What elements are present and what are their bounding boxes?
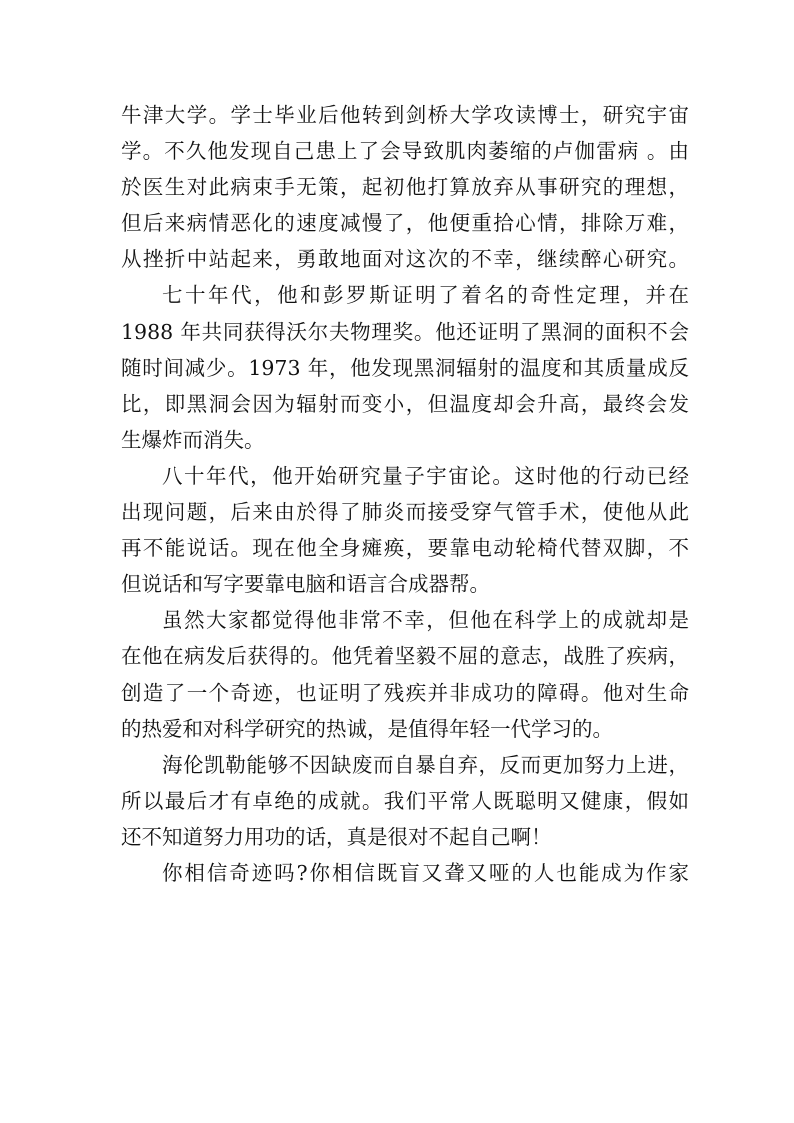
text-line: 的热爱和对科学研究的热诚，是值得年轻一代学习的。 <box>121 716 613 741</box>
text-line: 八十年代，他开始研究量子宇宙论。这时他的行动已经 <box>162 463 689 488</box>
text-line: 比，即黑洞会因为辐射而变小，但温度却会升高，最终会发 <box>121 391 689 416</box>
text-line: 生爆炸而消失。 <box>121 427 265 452</box>
text-line: 再不能说话。现在他全身瘫痪，要靠电动轮椅代替双脚，不 <box>121 536 689 561</box>
text-line: 创造了一个奇迹，也证明了残疾并非成功的障碍。他对生命 <box>121 680 689 705</box>
text-line: 出现问题，后来由於得了肺炎而接受穿气管手术，使他从此 <box>121 500 689 525</box>
body-text <box>121 97 689 891</box>
text-line: 牛津大学。学士毕业后他转到剑桥大学攻读博士，研究宇宙 <box>121 103 689 127</box>
text-line: 从挫折中站起来，勇敢地面对这次的不幸，继续醉心研究。 <box>121 247 689 272</box>
text-line: 於医生对此病束手无策，起初他打算放弃从事研究的理想， <box>121 175 689 200</box>
text-line: 七十年代，他和彭罗斯证明了着名的奇性定理，并在 <box>162 283 689 308</box>
text-line: 所以最后才有卓绝的成就。我们平常人既聪明又健康，假如 <box>121 788 689 813</box>
text-line: 虽然大家都觉得他非常不幸，但他在科学上的成就却是 <box>162 608 689 633</box>
text-line: 在他在病发后获得的。他凭着坚毅不屈的意志，战胜了疾病， <box>121 644 689 669</box>
text-line: 还不知道努力用功的话，真是很对不起自己啊！ <box>121 824 552 849</box>
text-line: 海伦凯勒能够不因缺废而自暴自弃，反而更加努力上进， <box>162 752 689 777</box>
text-line: 学。不久他发现自己患上了会导致肌肉萎缩的卢伽雷病 。由 <box>121 139 689 164</box>
text-line: 但说话和写字要靠电脑和语言合成器帮。 <box>121 572 490 597</box>
text-line: 你相信奇迹吗?你相信既盲又聋又哑的人也能成为作家 <box>162 860 689 885</box>
text-line: 1988 年共同获得沃尔夫物理奖。他还证明了黑洞的面积不会 <box>121 319 689 344</box>
text-line: 随时间减少。1973 年，他发现黑洞辐射的温度和其质量成反 <box>121 355 689 380</box>
text-line: 但后来病情恶化的速度减慢了，他便重拾心情，排除万难， <box>121 211 689 236</box>
